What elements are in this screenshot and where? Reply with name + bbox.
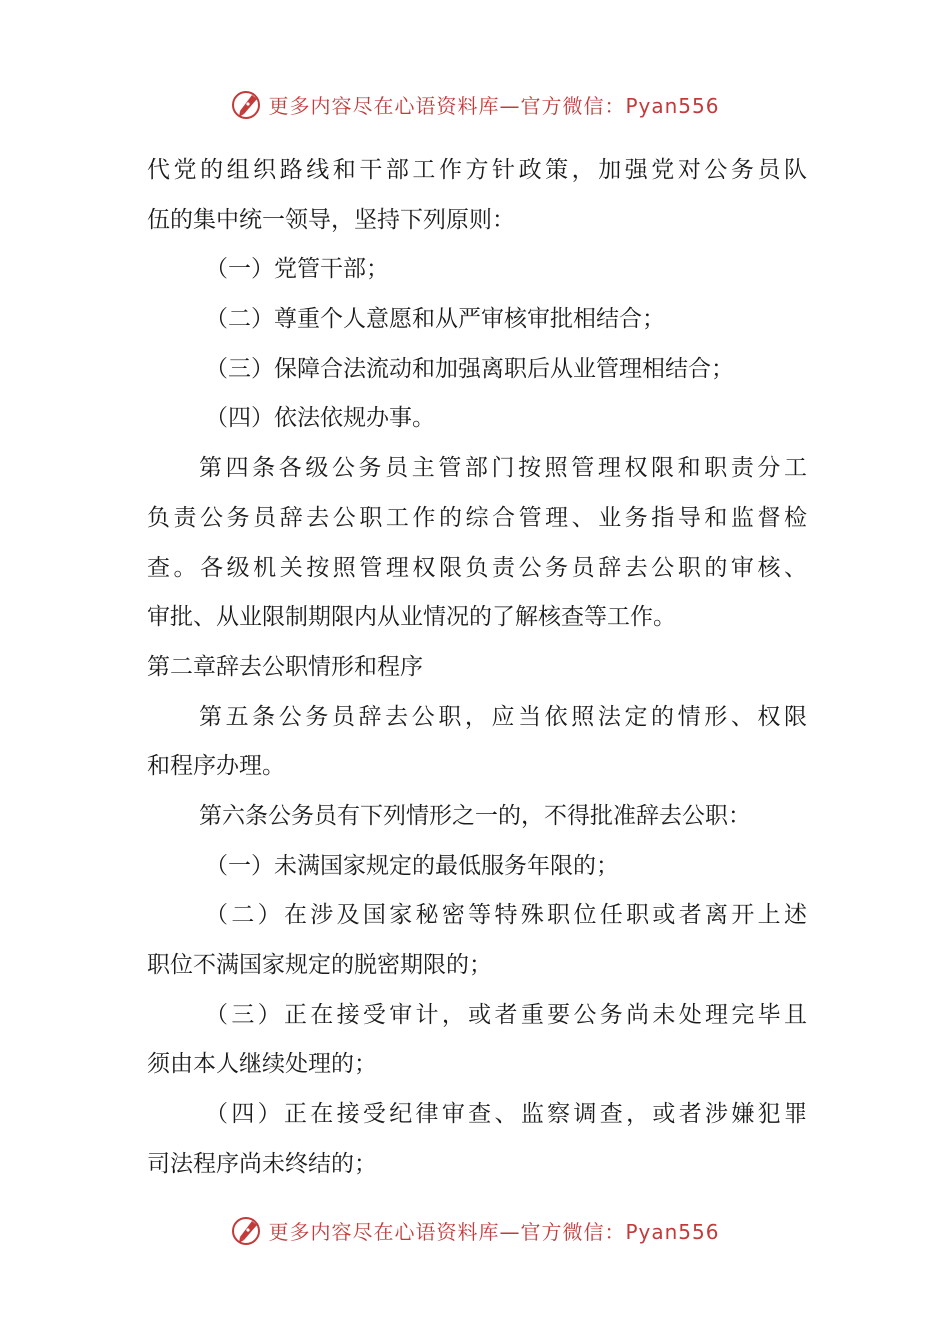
paragraph-line: 代党的组织路线和干部工作方针政策，加强党对公务员队: [147, 157, 807, 183]
article-line: 第六条公务员有下列情形之一的，不得批准辞去公职：: [199, 802, 751, 829]
pen-nib-logo-icon: [230, 87, 264, 121]
list-item: （三）正在接受审计，或者重要公务尚未处理完毕且: [205, 1001, 807, 1028]
chapter-heading: 第二章辞去公职情形和程序: [147, 653, 423, 680]
watermark-text: 更多内容尽在心语资料库—官方微信：Pyan556: [268, 1219, 720, 1244]
paragraph-line: 司法程序尚未终结的；: [147, 1150, 377, 1177]
paragraph-line: 审批、从业限制期限内从业情况的了解核查等工作。: [147, 604, 676, 631]
pen-nib-logo-icon: [230, 1213, 264, 1247]
list-item: （一）党管干部；: [205, 256, 389, 283]
list-item: （四）正在接受纪律审查、监察调查，或者涉嫌犯罪: [205, 1101, 807, 1128]
watermark-text: 更多内容尽在心语资料库—官方微信：Pyan556: [268, 93, 720, 118]
article-line: 第五条公务员辞去公职，应当依照法定的情形、权限: [199, 703, 807, 730]
paragraph-line: 负责公务员辞去公职工作的综合管理、业务指导和监督检: [147, 504, 807, 531]
paragraph-line: 职位不满国家规定的脱密期限的；: [147, 952, 492, 978]
document-body: [147, 146, 807, 1189]
list-item: （二）在涉及国家秘密等特殊职位任职或者离开上述: [205, 902, 807, 929]
header-watermark: [0, 82, 950, 126]
list-item: （四）依法依规办事。: [205, 405, 435, 432]
article-line: 第四条各级公务员主管部门按照管理权限和职责分工: [199, 455, 807, 482]
paragraph-line: 伍的集中统一领导，坚持下列原则：: [147, 206, 515, 233]
list-item: （一）未满国家规定的最低服务年限的；: [205, 852, 619, 879]
list-item: （三）保障合法流动和加强离职后从业管理相结合；: [205, 355, 734, 382]
list-item: （二）尊重个人意愿和从严审核审批相结合；: [205, 306, 665, 333]
footer-watermark: [0, 1208, 950, 1252]
paragraph-line: 和程序办理。: [147, 753, 285, 780]
paragraph-line: 查。各级机关按照管理权限负责公务员辞去公职的审核、: [147, 554, 807, 581]
paragraph-line: 须由本人继续处理的；: [147, 1051, 377, 1078]
